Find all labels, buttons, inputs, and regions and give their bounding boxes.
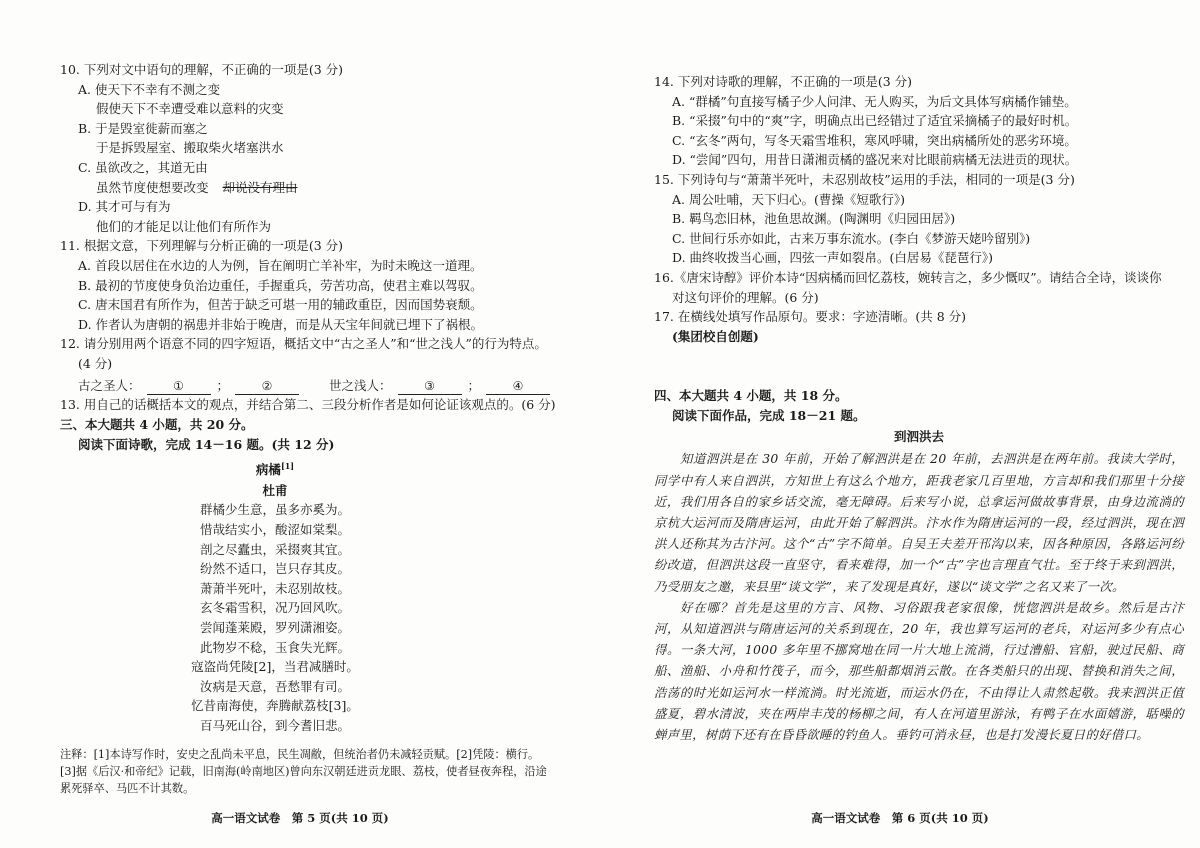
q10-option-b-text: 于是拆毁屋室、搬取柴火堵塞洪水 — [96, 140, 284, 156]
q10-option-b: B. 于是毁室徙薪而塞之 — [78, 120, 208, 136]
question-15-stem: 15. 下列诗句与“萧萧半死叶，未忍别故枝”运用的手法，相同的一项是(3 分) — [654, 171, 1075, 187]
q15-option-d: D. 曲终收拨当心画，四弦一声如裂帛。(白居易《琵琶行》) — [672, 250, 994, 266]
spacer — [654, 346, 1184, 386]
q14-option-b: B. “采掇”句中的“爽”字，明确点出已经错过了适宜采摘橘子的最好时机。 — [672, 113, 1078, 129]
q10-option-c: C. 虽欲改之，其道无由 — [78, 159, 208, 175]
q10-option-a-text: 假使天下不幸遭受难以意料的灾变 — [96, 101, 284, 117]
question-16-stem-cont: 对这句评价的理解。(6 分) — [672, 289, 819, 305]
poem-line: 汝病是天意，吾愁罪有司。 — [199, 678, 350, 694]
q12-label-b: 世之浅人： — [329, 377, 392, 393]
poem-line: 剖之尽蠹虫，采掇爽其宜。 — [199, 541, 350, 557]
essay-title: 到泗洪去 — [893, 429, 944, 445]
q11-option-b: B. 最初的节度使身负治边重任，手握重兵，劳苦功高，使君主难以驾驭。 — [78, 277, 483, 293]
question-13: 13. 用自己的话概括本文的观点，并结合第二、三段分析作者是如何论证该观点的。(6 分) — [60, 397, 556, 413]
left-column — [60, 60, 580, 798]
q11-option-d: D. 作者认为唐朝的祸患并非始于晚唐，而是从天宝年间就已埋下了祸根。 — [78, 316, 484, 332]
poem-line: 玄冬霜雪积，况乃回风吹。 — [199, 600, 350, 616]
q14-option-c: C. “玄冬”两句，写冬天霜雪堆积，寒风呼啸，突出病橘所处的恶劣环境。 — [672, 132, 1077, 148]
q12-blank-3[interactable]: ③ — [398, 378, 462, 395]
q10-option-d-text: 他们的才能足以让他们有所作为 — [96, 218, 272, 234]
poem-line: 萧萧半死叶，未忍别故枝。 — [199, 580, 350, 596]
q14-option-d: D. “尝闻”四句，用昔日潇湘贡橘的盛况来对比眼前病橘无法进贡的现状。 — [672, 152, 1078, 168]
question-17-note: (集团校自创题) — [672, 328, 759, 344]
question-12-blanks-row: 古之圣人： ① ； ② 世之浅人： ③ ； ④ — [60, 376, 580, 396]
poem-line: 群橘少生意，虽多亦奚为。 — [199, 502, 350, 518]
poem-line: 惜哉结实小，酸涩如棠梨。 — [199, 522, 350, 538]
q10-option-a: A. 使天下不幸有不测之变 — [78, 81, 220, 97]
q15-option-c: C. 世间行乐亦如此，古来万事东流水。(李白《梦游天姥吟留别》) — [672, 230, 1031, 246]
q10-option-d: D. 其才可与有为 — [78, 199, 171, 215]
q12-label-a: 古之圣人： — [78, 377, 141, 393]
poem-notes: 注释：[1]本诗写作时，安史之乱尚未平息，民生凋敝，但统治者仍未减轻贡赋。[2]凭陵：横行。[3]据《后汉·和帝纪》记载，旧南海(岭南地区)曾向东汉朝廷进贡龙眼、荔枝，使者昼夜奔程，沿途累死驿卒、马匹不计其数。 — [60, 747, 547, 796]
poem-line: 百马死山谷，到今耆旧悲。 — [199, 717, 350, 733]
q10-option-c-text: 虽然节度使想要改变 — [96, 179, 209, 195]
q12-blank-1[interactable]: ① — [147, 378, 211, 395]
section-4-heading: 四、本大题共 4 小题，共 18 分。 — [654, 388, 848, 404]
q15-option-b: B. 羁鸟恋旧林，池鱼思故渊。(陶渊明《归园田居》) — [672, 211, 956, 227]
q12-blank-2[interactable]: ② — [235, 378, 299, 395]
q14-option-a: A. “群橘”句直接写橘子少人问津、无人购买，为后文具体写病橘作铺垫。 — [672, 93, 1077, 109]
q15-option-a: A. 周公吐哺，天下归心。(曹操《短歌行》) — [672, 191, 905, 207]
question-14-stem: 14. 下列对诗歌的理解，不正确的一项是(3 分) — [654, 74, 913, 89]
q10-option-c-struck-text: 却说没有理由 — [222, 179, 298, 195]
poem-line: 纷然不适口，岂只存其皮。 — [199, 561, 350, 577]
essay-paragraph: 知道泗洪是在 30 年前，开始了解泗洪是在 20 年前，去泗洪是在两年前。我读大学时，同学中有人来自泗洪，方知世上有这么个地方，距我老家几百里地，方言却和我们那里十分接近，我们用各自的家乡话交流，毫无障碍。后来写小说，总拿运河做故事背景，由身边流淌的京杭大运河而及隋唐运河，由此开始了解泗洪。汴水作为隋唐运河的一段，经过泗洪，现在泗洪人还称其为古汴河。这个“古”字不简单。自吴王夫差开邗沟以来，因各种原因，各路运河纷纷改道，但泗洪这段一直坚守，看来难得，加一个“古”字也言理直气壮。至于终于来到泗洪，乃受朋友之邀，来县里“谈文学”，来了发现是真好，遂以“谈文学”之名又来了一次。 — [654, 451, 1184, 594]
question-12-stem: 12. 请分别用两个语意不同的四字短语，概括文中“古之圣人”和“世之浅人”的行为特点。 — [60, 336, 547, 352]
section-3-heading: 三、本大题共 4 小题，共 20 分。 — [60, 416, 254, 432]
q11-option-a: A. 首段以居住在水边的人为例，旨在阐明亡羊补牢，为时未晚这一道理。 — [78, 257, 483, 273]
question-17-stem: 17. 在横线处填写作品原句。要求：字迹清晰。(共 8 分) — [654, 309, 967, 325]
q10-option-c-text-row — [60, 178, 580, 198]
page-6-footer: 高一语文试卷 第 6 页(共 10 页) — [811, 811, 989, 825]
poem-line: 忆昔南海使，奔腾献荔枝[3]。 — [191, 698, 359, 714]
poem-author: 杜甫 — [262, 482, 288, 498]
q12-blank-4[interactable]: ④ — [486, 378, 550, 395]
page-5-footer: 高一语文试卷 第 5 页(共 10 页) — [211, 811, 389, 825]
section-3-intro: 阅读下面诗歌，完成 14－16 题。(共 12 分) — [78, 436, 335, 452]
poem-title-row — [60, 455, 490, 481]
question-11-stem: 11. 根据文意，下列理解与分析正确的一项是(3 分) — [60, 238, 344, 254]
question-16-stem: 16.《唐宋诗醇》评价本诗“因病橘而回忆荔枝，婉转言之，多少慨叹”。请结合全诗，谈谈你 — [654, 269, 1162, 285]
question-12-score: (4 分) — [78, 355, 113, 371]
section-4-intro: 阅读下面作品，完成 18－21 题。 — [672, 408, 866, 424]
right-column — [654, 72, 1184, 745]
poem-line: 尝闻蓬莱殿，罗列潇湘姿。 — [199, 620, 350, 635]
poem-title: 病橘 — [255, 461, 281, 477]
essay-paragraph: 好在哪？首先是这里的方言、风物、习俗跟我老家很像，恍惚泗洪是故乡。然后是古汴河，从知道泗洪与隋唐运河的关系到现在，20 年，我也算写运河的老兵，对运河多少有点心得。一条大河，1000 多年里不挪窝地在同一片大地上流淌，行过漕船、官船，驶过民船、商船、渔船、小舟和竹筏子，而今，那些船都烟消云散。在各类船只的出现、替换和消失之间，浩荡的时光如运河水一样流淌。时光流逝，而运水仍在，不由得让人肃然起敬。我来泗洪正值盛夏，碧水清波，夹在两岸丰茂的杨柳之间，有人在河道里游泳，有鸭子在水面嬉游，聒噪的蝉声里，树荫下还有在昏昏欲睡的钓鱼人。垂钓可消永昼，也是打发漫长夏日的好借口。 — [654, 599, 1184, 742]
q11-option-c: C. 唐末国君有所作为，但苦于缺乏可堪一用的辅政重臣，因而国势衰颓。 — [78, 297, 483, 313]
poem-line: 寇盗尚凭陵[2]，当君减膳时。 — [191, 659, 359, 675]
exam-page-6 — [600, 0, 1200, 848]
question-10-stem: 10. 下列对文中语句的理解，不正确的一项是(3 分) — [60, 62, 344, 77]
poem-title-note: [1] — [280, 460, 295, 471]
essay-body — [654, 448, 1184, 745]
poem-line: 此物岁不稔，玉食失光辉。 — [199, 639, 350, 655]
